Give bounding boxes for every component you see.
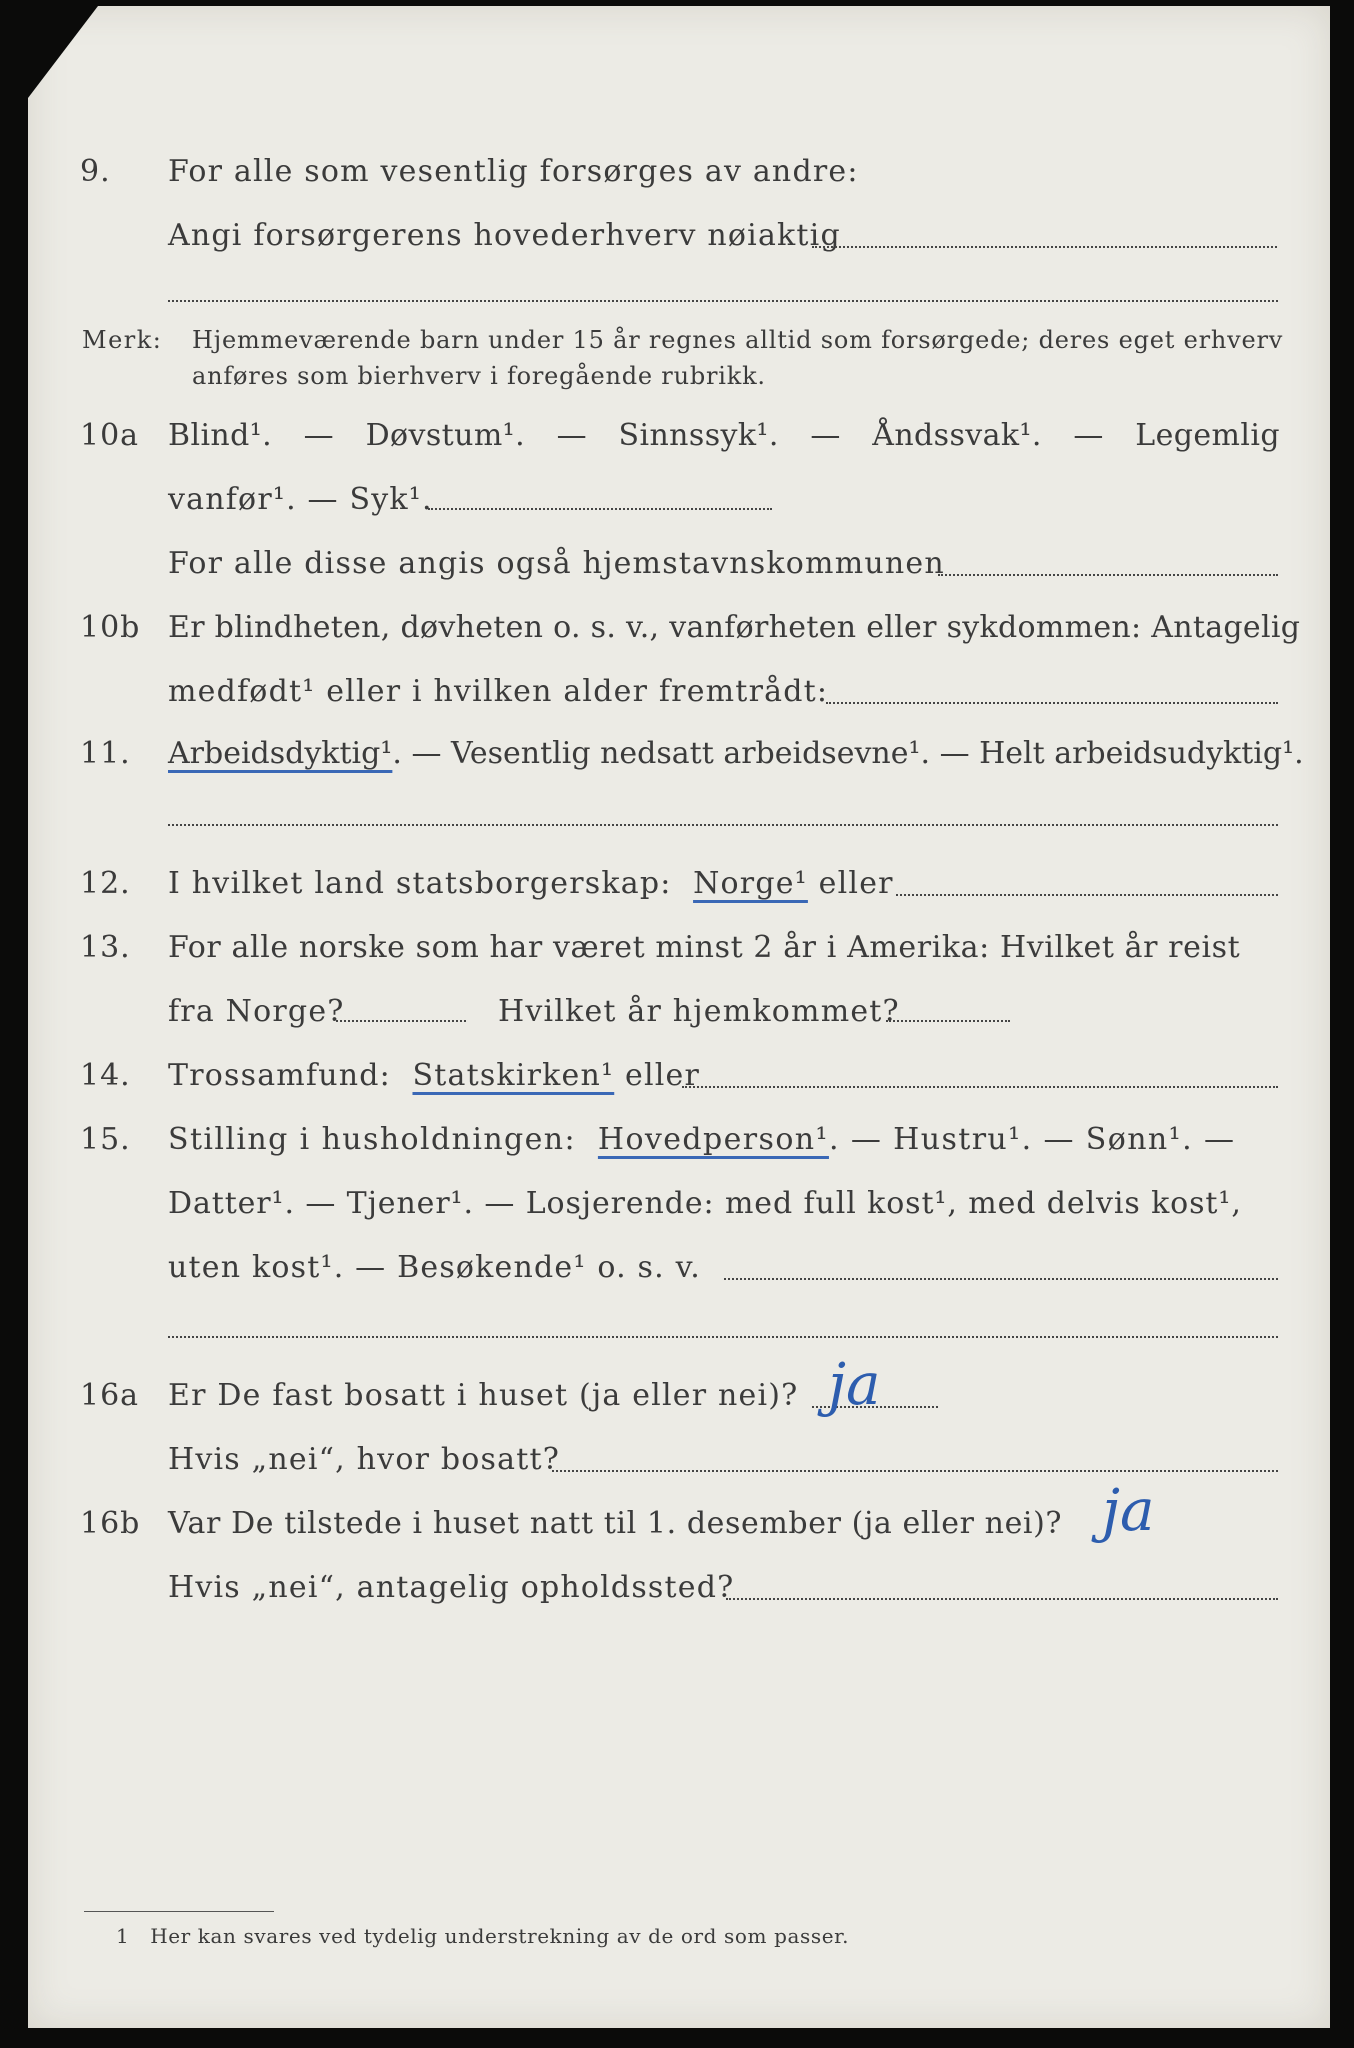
question-16b-line-2 [0,1562,1354,1612]
answer-line[interactable] [886,1020,1010,1022]
question-10b-line-2 [0,666,1354,716]
selected-option[interactable]: Norge¹ [693,866,808,901]
option-andssvak[interactable]: Åndssvak¹. [872,418,1042,453]
question-text: Angi forsørgerens hovederhverv nøiaktig [168,218,841,253]
other-options: . — Hustru¹. — Sønn¹. — [828,1122,1236,1157]
question-label: eller [624,1058,701,1093]
question-text: fra Norge? [168,994,345,1029]
question-number: 16a [80,1378,140,1413]
dash: — [1073,418,1104,453]
question-13 [0,922,1354,972]
question-number: 10a [80,418,140,453]
answer-line[interactable] [896,894,1278,896]
question-text: For alle norske som har været minst 2 år i Amerika: Hvilket år reist [168,930,1241,965]
answer-line[interactable] [938,574,1278,576]
question-text: Hvis „nei“, antagelig opholdssted? [168,1570,735,1605]
answer-line[interactable] [168,824,1278,826]
option-sinnssyk[interactable]: Sinnssyk¹. [618,418,779,453]
answer-line[interactable] [812,246,1277,248]
question-number: 12. [80,866,131,901]
question-15-line-3 [0,1242,1354,1292]
question-14 [0,1050,1354,1100]
option-legemlig[interactable]: Legemlig [1135,418,1280,453]
note-text: anføres som bierhverv i foregående rubrikk. [192,362,766,390]
question-text: For alle som vesentlig forsørges av andre: [168,154,859,189]
dash: — [303,418,335,453]
selected-option[interactable]: Arbeidsdyktig¹ [168,736,393,771]
question-options [168,418,1280,453]
question-15-line-2 [0,1178,1354,1228]
question-text: medfødt¹ eller i hvilken alder fremtrådt: [168,674,829,709]
answer-line[interactable] [168,1336,1278,1338]
note-text: Hjemmeværende barn under 15 år regnes alltid som forsørgede; deres eget erhverv [192,326,1284,354]
answer-line[interactable] [724,1278,1278,1280]
question-10b [0,602,1354,652]
question-text [168,736,1304,771]
note-label: Merk: [82,326,163,354]
question-11 [0,728,1354,778]
question-10a [0,410,1354,460]
dash: — [556,418,587,453]
question-text: Hvis „nei“, hvor bosatt? [168,1442,561,1477]
question-10a-line-3 [0,538,1354,588]
question-9 [0,146,1354,196]
question-text: For alle disse angis også hjemstavnskommunen [168,546,945,581]
question-15 [0,1114,1354,1164]
handwritten-answer: ja [1102,1476,1155,1544]
question-text: Var De tilstede i huset natt til 1. desember (ja eller nei)? [168,1506,1063,1541]
answer-line[interactable] [826,702,1278,704]
question-label: Stilling i husholdningen: [168,1122,577,1157]
selected-option[interactable]: Statskirken¹ [412,1058,615,1093]
question-label: I hvilket land statsborgerskap: [168,866,672,901]
question-12 [0,858,1354,908]
question-16a [0,1350,1354,1420]
question-16b [0,1476,1354,1548]
question-10a-line-2 [0,474,1354,524]
question-text: Er De fast bosatt i huset (ja eller nei)? [168,1378,799,1413]
dash: — [810,418,841,453]
option-blind[interactable]: Blind¹. [168,418,273,453]
selected-option[interactable]: Hovedperson¹ [597,1122,829,1157]
question-label: eller [818,866,894,901]
question-text: uten kost¹. — Besøkende¹ o. s. v. [168,1250,701,1285]
question-label: Trossamfund: [168,1058,391,1093]
question-text: Hvilket år hjemkommet? [498,994,900,1029]
question-number: 15. [80,1122,131,1157]
answer-line[interactable] [336,1020,466,1022]
question-text: Datter¹. — Tjener¹. — Losjerende: med full kost¹, med delvis kost¹, [168,1186,1242,1221]
question-text [168,1122,1235,1157]
answer-line[interactable] [682,1086,1278,1088]
question-9-line-2 [0,210,1354,260]
handwritten-answer: ja [828,1350,881,1418]
question-number: 14. [80,1058,131,1093]
answer-line[interactable] [552,1470,1278,1472]
footnote-rule [84,1911,274,1912]
answer-line[interactable] [168,300,1278,302]
answer-line[interactable] [428,508,772,510]
question-text: vanfør¹. — Syk¹. [168,482,433,517]
footnote [116,1924,849,1948]
question-text: Er blindheten, døvheten o. s. v., vanførheten eller sykdommen: Antagelig [168,610,1301,645]
merk-note [0,318,1354,388]
question-number: 11. [80,736,131,771]
question-text [168,866,894,901]
question-number: 10b [80,610,141,645]
other-options: . — Vesentlig nedsatt arbeidsevne¹. — Helt arbeidsudyktig¹. [392,736,1304,771]
question-number: 9. [80,154,111,189]
footnote-marker: 1 [116,1924,130,1948]
question-text [168,1058,700,1093]
question-number: 13. [80,930,131,965]
option-dovstum[interactable]: Døvstum¹. [365,418,526,453]
footnote-text: Her kan svares ved tydelig understrekning av de ord som passer. [150,1924,850,1948]
answer-line[interactable] [726,1598,1278,1600]
question-13-line-2 [0,986,1354,1036]
question-number: 16b [80,1506,141,1541]
